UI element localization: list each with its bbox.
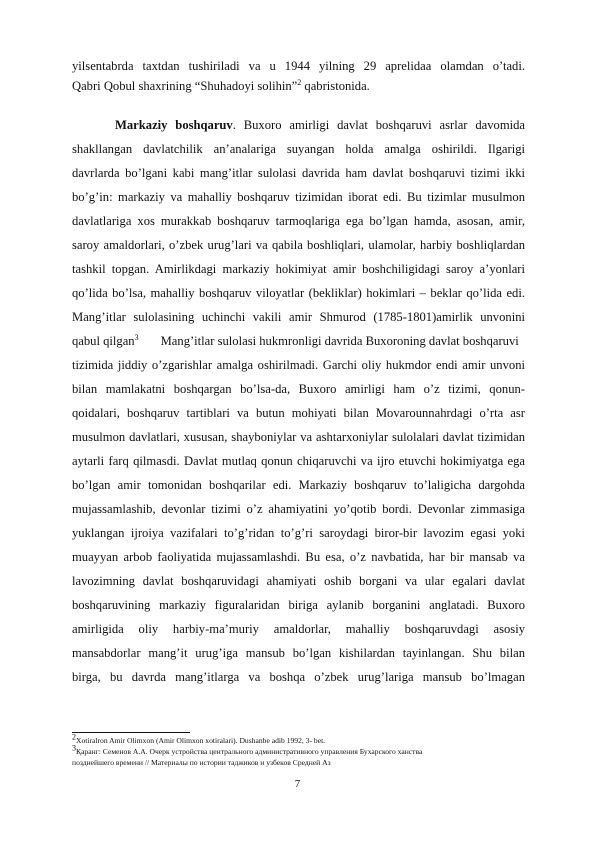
text-line: Markaziy boshqaruv. Buxoro amirligi davlat boshqaruvi asrlar davomida	[115, 118, 525, 132]
text-line: qoidalari, boshqaruv tartiblari va butun mohiyati bilan Movarounnahrdagi o’rta asr	[72, 406, 525, 420]
text-line: bilan mamlakatni boshqargan bo’lsa-da, Buxoro amirligi ham o’z tizimi, qonun-	[72, 382, 525, 396]
footnote-divider	[72, 732, 190, 733]
text-line: birga, bu davrda mang’itlarga va boshqa o’zbek urug’lariga mansub bo’lmagan	[72, 670, 525, 684]
text-line: tizimida jiddiy o’zgarishlar amalga oshirilmadi. Garchi oliy hukmdor endi amir unvoni	[72, 358, 525, 372]
text-line: Qabri Qobul shaxrining “Shuhadoyi solihin”$^2$ qabristonida.	[72, 77, 370, 93]
text-line: aytarli farq qilmasdi. Davlat mutlaq qonun chiqaruvchi va ijro etuvchi hokimiyatga ega	[72, 454, 525, 468]
text-line: qabul qilgan$^3$ Mang’itlar sulolasi hukmronligi davrida Buxoroning davlat boshqaruvi	[72, 332, 519, 348]
footnote-ref[interactable]: 2	[297, 77, 302, 87]
section-heading: Markaziy boshqaruv	[115, 118, 233, 132]
footnote-3-continued: позднейшего времени // Материалы по истории таджиков и узбеков Средней Аз	[72, 758, 331, 767]
footnote-2: $^2$Xotiralron Amir Olimxon (Amir Olimxon xotiralari). Dushanbe adib 1992, 3- bet.	[72, 732, 326, 745]
text-line: amirligida oliy harbiy-ma’muriy amaldorlar, mahalliy boshqaruvdagi asosiy	[72, 622, 525, 636]
text-line: yuklangan ijroiya vazifalari to’g’ridan to’g’ri saroydagi biror-bir lavozim egasi yoki	[72, 526, 525, 540]
footnote-ref[interactable]: 3	[134, 332, 139, 342]
text-line: lavozimning davlat boshqaruvidagi ahamiyati oshib borgani va ular egalari davlat	[72, 574, 525, 588]
text-line: qo’lida bo’lsa, mahalliy boshqaruv viloyatlar (bekliklar) hokimlari – beklar qo’lida edi.	[72, 286, 525, 300]
text-line: shakllangan davlatchilik an’analariga suyangan holda amalga oshirildi. Ilgarigi	[72, 142, 525, 156]
text-line: tashkil topgan. Amirlikdagi markaziy hokimiyat amir boshchiligidagi saroy a’yonlari	[72, 262, 525, 276]
text-line: Mang’itlar sulolasining uchinchi vakili amir Shmurod (1785-1801)amirlik unvonini	[72, 310, 525, 324]
text-line: davrlarda bo’lgani kabi mang’itlar sulolasi davrida ham davlat boshqaruvi tizimi ikki	[72, 166, 525, 180]
text-line: saroy amaldorlari, o’zbek urug’lari va qabila boshliqlari, ulamolar, harbiy boshliqlardan	[72, 238, 525, 252]
text-line: bo’lgan amir tomonidan boshqarilar edi. Markaziy boshqaruv to’laligicha dargohda	[72, 478, 525, 492]
text-line: musulmon davlatlari, xususan, shayboniylar va ashtarxoniylar sulolalari davlat tizimidan	[72, 430, 525, 444]
text-line: mansabdorlar mang’it urug’iga mansub bo’lgan kishilardan tayinlangan. Shu bilan	[72, 646, 525, 660]
text-line: yilsentabrda taxtdan tushiriladi va u 1944 yilning 29 aprelidaa olamdan o’tadi.	[72, 59, 525, 73]
footnote-3: $^3$Қаранг: Семенов А.А. Очерк устройства центрального административного управления Бухарского ханства	[72, 743, 423, 756]
text-line: boshqaruvining markaziy figuralaridan biriga aylanib borganini anglatadi. Buxoro	[72, 598, 525, 612]
text-line: mujassamlashib, devonlar tizimi o’z ahamiyatini yo’qotib bordi. Devonlar zimmasiga	[72, 502, 525, 516]
text-line: muayyan arbob faoliyatida mujassamlashdi. Bu esa, o’z navbatida, har bir mansab va	[72, 550, 525, 564]
text-line: bo’g’in: markaziy va mahalliy boshqaruv tizimidan iborat edi. Bu tizimlar musulmon	[72, 190, 525, 204]
page-number: 7	[294, 778, 301, 790]
text-line: davlatlariga xos murakkab boshqaruv tarmoqlariga ega bo’lgan hamda, asosan, amir,	[72, 214, 525, 228]
